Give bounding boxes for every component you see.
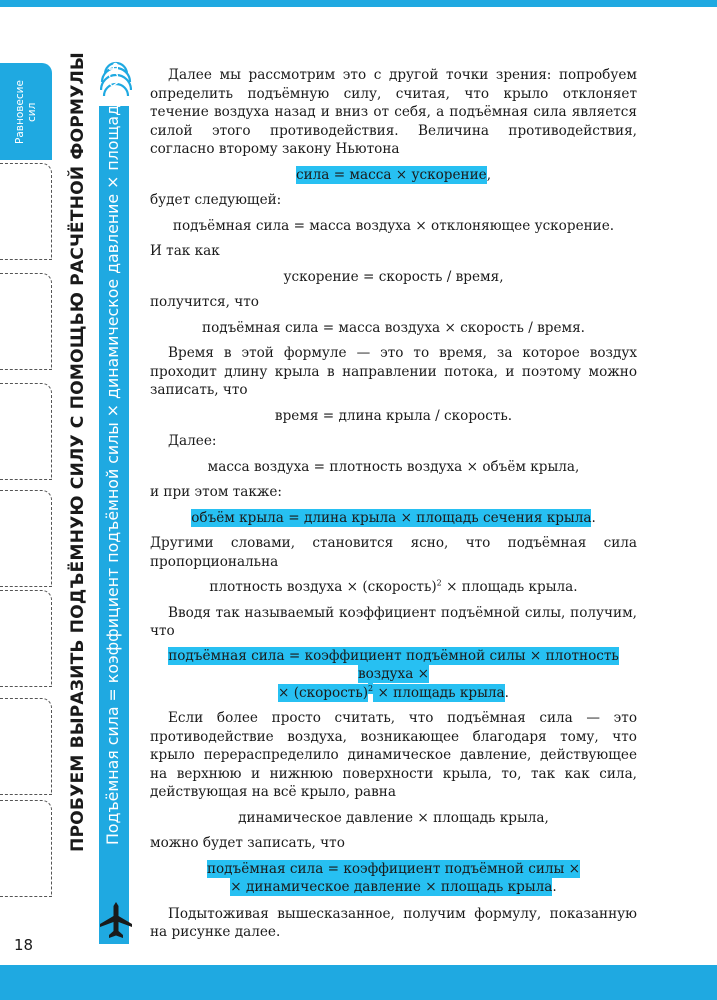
formula xyxy=(150,166,637,185)
tab-3[interactable] xyxy=(0,273,52,370)
formula xyxy=(150,647,637,703)
airplane-icon xyxy=(98,900,134,940)
punctuation: . xyxy=(552,879,557,895)
formula-part: × площадь крыла. xyxy=(441,579,578,595)
tab-equilibrium-of-forces[interactable] xyxy=(0,63,52,160)
top-accent-bar xyxy=(0,0,717,7)
bottom-accent-bar xyxy=(0,965,717,1000)
highlighted-formula: объём крыла = длина крыла × площадь сечения крыла xyxy=(191,509,592,526)
paragraph: Далее мы рассмотрим это с другой точки зрения: попробуем определить подъёмную силу, считая, что крыло отклоняет течение воздуха назад и вниз от себя, а подъёмная сила является силой этого противодействия. Величина противодействия, согласно второму закону Ньютона xyxy=(150,67,637,157)
paragraph: Время в этой формуле — это то время, за которое воздух проходит длину крыла в направлении потока, и поэтому можно записать, что xyxy=(150,345,637,398)
paragraph: Далее: xyxy=(168,433,217,449)
highlighted-formula-line: подъёмная сила = коэффициент подъёмной силы × xyxy=(206,860,581,877)
tab-7[interactable] xyxy=(0,698,52,795)
tab-label: Равновесие сил xyxy=(14,80,38,144)
formula xyxy=(150,860,637,897)
tab-8[interactable] xyxy=(0,800,52,897)
highlighted-formula-line: × динамическое давление × площадь крыла xyxy=(230,879,553,895)
formula-part: × (скорость) xyxy=(278,684,369,701)
highlighted-formula: сила = масса × ускорение xyxy=(295,166,487,183)
formula xyxy=(150,509,637,528)
formula: подъёмная сила = масса воздуха × отклоняющее ускорение. xyxy=(172,217,615,234)
paragraph: можно будет записать, что xyxy=(150,835,345,851)
formula: масса воздуха = плотность воздуха × объём крыла, xyxy=(207,458,580,475)
exponent: 2 xyxy=(436,578,442,588)
paragraph: Если более просто считать, что подъёмная сила — это противодействие воздуха, возникающее благодаря тому, что крыло перераспределило динамическое давление, действующее на верхнюю и нижнюю поверхности крыла, то, так как сила, действующая на всё крыло, равна xyxy=(150,710,637,800)
formula-banner: Подъёмная сила = коэффициент подъёмной силы × динамическое давление × площадь крыла xyxy=(103,38,122,845)
formula-part: плотность воздуха × (скорость) xyxy=(209,579,437,595)
paragraph: Другими словами, становится ясно, что подъёмная сила пропорциональна xyxy=(150,535,637,570)
page-number: 18 xyxy=(14,936,34,954)
exponent: 2 xyxy=(368,683,374,693)
paragraph: и при этом также: xyxy=(150,484,282,500)
section-heading: ПРОБУЕМ ВЫРАЗИТЬ ПОДЪЁМНУЮ СИЛУ С ПОМОЩЬЮ РАСЧЁТНОЙ ФОРМУЛЫ xyxy=(68,52,88,852)
highlighted-formula-line: подъёмная сила = коэффициент подъёмной силы × плотность воздуха × xyxy=(168,647,619,682)
punctuation: , xyxy=(486,166,492,183)
formula: подъёмная сила = масса воздуха × скорость / время. xyxy=(202,319,585,336)
punctuation: . xyxy=(591,509,596,526)
paragraph: будет следующей: xyxy=(150,192,282,208)
punctuation: . xyxy=(504,684,509,701)
formula: динамическое давление × площадь крыла, xyxy=(238,809,549,826)
formula-part: × площадь крыла xyxy=(373,684,505,701)
tab-6[interactable] xyxy=(0,590,52,687)
formula: ускорение = скорость / время, xyxy=(283,268,504,285)
formula: время = длина крыла / скорость. xyxy=(274,407,513,424)
tab-4[interactable] xyxy=(0,383,52,480)
paragraph: получится, что xyxy=(150,294,259,310)
main-text xyxy=(150,66,637,942)
tab-5[interactable] xyxy=(0,490,52,587)
formula xyxy=(150,578,637,597)
paragraph: Вводя так называемый коэффициент подъёмной силы, получим, что xyxy=(150,604,637,639)
paragraph: И так как xyxy=(150,243,220,259)
paragraph: Подытоживая вышесказанное, получим формулу, показанную на рисунке далее. xyxy=(150,905,637,940)
tab-2[interactable] xyxy=(0,163,52,260)
